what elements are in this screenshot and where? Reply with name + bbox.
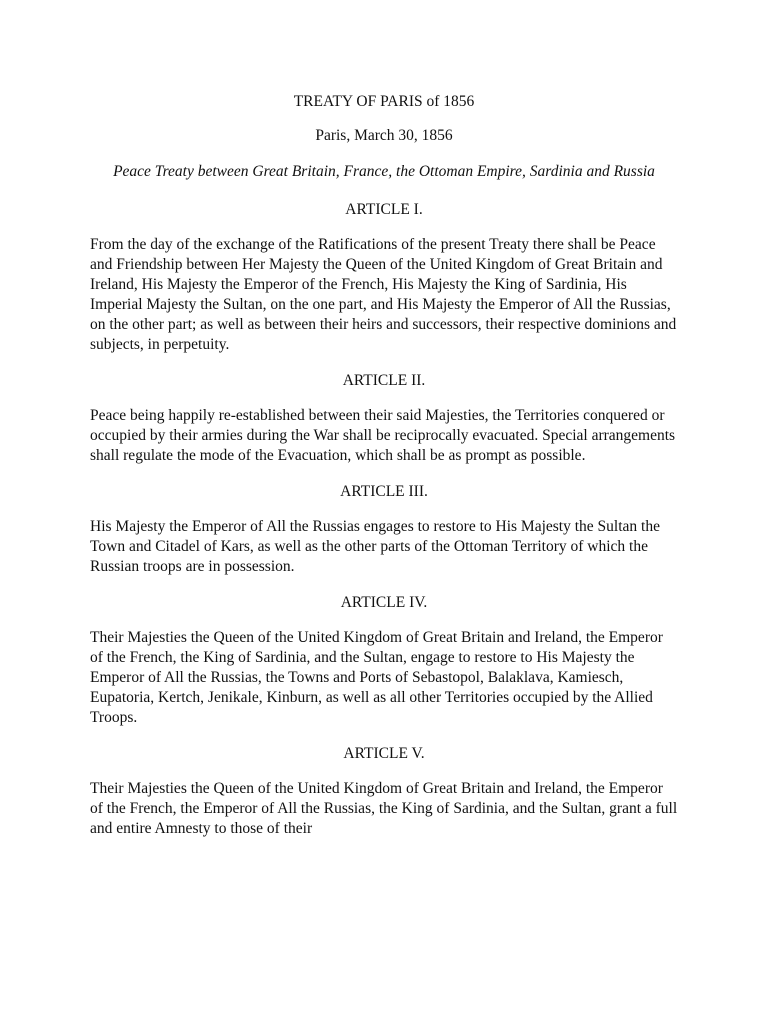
document-subtitle: Peace Treaty between Great Britain, France, the Ottoman Empire, Sardinia and Russia: [113, 163, 655, 180]
article-2: [90, 371, 678, 466]
document-title: TREATY OF PARIS of 1856: [293, 93, 475, 110]
document-page: [90, 92, 678, 855]
article-body: From the day of the exchange of the Ratifications of the present Treaty there shall be Peace and Friendship between Her Majesty the Queen of the United Kingdom of Great Britain and Ireland, His Majesty the Emperor of the French, His Majesty the King of Sardinia, His Imperial Majesty the Sultan, on the one part, and His Majesty the Emperor of All the Russias, on the other part; as well as between their heirs and successors, their respective dominions and subjects, in perpetuity.: [90, 236, 677, 353]
article-heading: ARTICLE I.: [345, 201, 423, 218]
document-dateline: Paris, March 30, 1856: [315, 127, 453, 144]
article-3: [90, 482, 678, 577]
article-1: [90, 200, 678, 355]
article-body: Their Majesties the Queen of the United Kingdom of Great Britain and Ireland, the Emperor of the French, the King of Sardinia, and the Sultan, engage to restore to His Majesty the Emperor of All the Russias, the Towns and Ports of Sebastopol, Balaklava, Kamiesch, Eupatoria, Kertch, Jenikale, Kinburn, as well as all other Territories occupied by the Allied Troops.: [90, 629, 663, 726]
article-body: Their Majesties the Queen of the United Kingdom of Great Britain and Ireland, the Emperor of the French, the Emperor of All the Russias, the King of Sardinia, and the Sultan, grant a full and entire Amnesty to those of their: [90, 780, 678, 837]
article-body: His Majesty the Emperor of All the Russias engages to restore to His Majesty the Sultan the Town and Citadel of Kars, as well as the other parts of the Ottoman Territory of which the Russian troops are in possession.: [90, 518, 660, 575]
article-heading: ARTICLE IV.: [340, 594, 428, 611]
article-5: [90, 744, 678, 839]
article-heading: ARTICLE II.: [342, 372, 426, 389]
article-heading: ARTICLE III.: [340, 483, 428, 500]
article-body: Peace being happily re-established between their said Majesties, the Territories conquered or occupied by their armies during the War shall be reciprocally evacuated. Special arrangements shall regulate the mode of the Evacuation, which shall be as prompt as possible.: [90, 407, 676, 464]
article-heading: ARTICLE V.: [343, 745, 425, 762]
article-4: [90, 593, 678, 728]
